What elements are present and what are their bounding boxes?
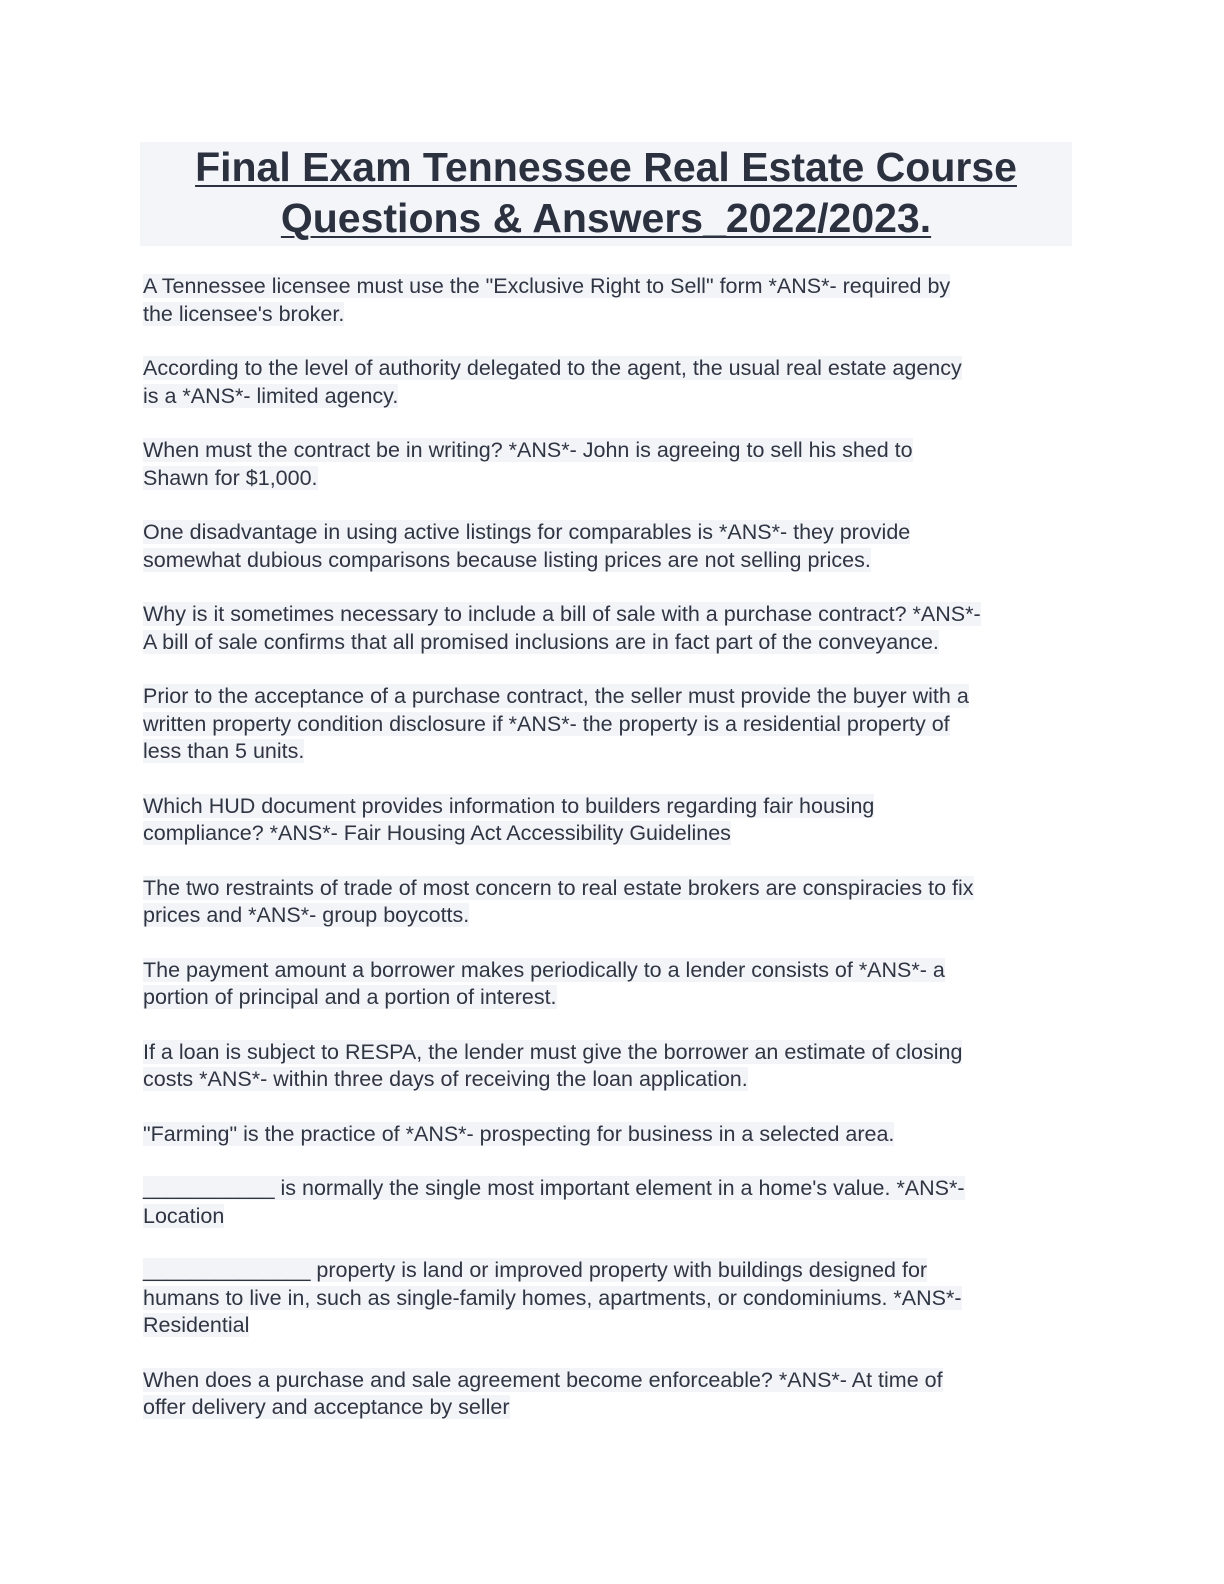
qa-line: Residential <box>143 1313 250 1337</box>
qa-item-9 <box>143 957 1083 1012</box>
qa-line: Shawn for $1,000. <box>143 465 318 490</box>
qa-item-6 <box>143 683 1083 766</box>
qa-item-11 <box>143 1121 1083 1149</box>
qa-line: costs *ANS*- within three days of receiving the loan application. <box>143 1067 748 1091</box>
qa-line: A bill of sale confirms that all promised inclusions are in fact part of the conveyance. <box>143 629 939 654</box>
qa-line: the licensee's broker. <box>143 301 345 326</box>
document-title <box>140 142 1072 246</box>
qa-line: The two restraints of trade of most concern to real estate brokers are conspiracies to fix <box>143 875 974 900</box>
qa-item-2 <box>143 355 1083 410</box>
qa-line: prices and *ANS*- group boycotts. <box>143 903 470 927</box>
qa-line: somewhat dubious comparisons because listing prices are not selling prices. <box>143 547 871 572</box>
qa-line: ___________ is normally the single most important element in a home's value. *ANS*- <box>143 1176 965 1200</box>
qa-line: The payment amount a borrower makes periodically to a lender consists of *ANS*- a <box>143 957 945 982</box>
qa-line: ______________ property is land or improved property with buildings designed for <box>143 1258 928 1282</box>
title-line-2: Questions & Answers_2022/2023. <box>280 195 932 241</box>
qa-line: A Tennessee licensee must use the "Exclusive Right to Sell" form *ANS*- required by <box>143 274 951 298</box>
qa-item-13 <box>143 1257 1083 1340</box>
qa-line: humans to live in, such as single-family homes, apartments, or condominiums. *ANS*- <box>143 1285 962 1310</box>
qa-line: If a loan is subject to RESPA, the lender must give the borrower an estimate of closing <box>143 1039 963 1064</box>
qa-line: written property condition disclosure if *ANS*- the property is a residential property of <box>143 711 950 736</box>
qa-line: portion of principal and a portion of interest. <box>143 985 557 1009</box>
qa-line: compliance? *ANS*- Fair Housing Act Accessibility Guidelines <box>143 821 731 845</box>
title-line-1: Final Exam Tennessee Real Estate Course <box>195 144 1017 190</box>
qa-line: offer delivery and acceptance by seller <box>143 1395 510 1419</box>
qa-line: Why is it sometimes necessary to include a bill of sale with a purchase contract? *ANS*- <box>143 602 981 626</box>
qa-item-14 <box>143 1367 1083 1422</box>
qa-line: One disadvantage in using active listings for comparables is *ANS*- they provide <box>143 520 911 544</box>
qa-line: is a *ANS*- limited agency. <box>143 383 399 408</box>
qa-line: According to the level of authority delegated to the agent, the usual real estate agency <box>143 356 962 380</box>
qa-list <box>143 273 1083 1449</box>
qa-item-12 <box>143 1175 1083 1230</box>
qa-item-3 <box>143 437 1083 492</box>
qa-item-4 <box>143 519 1083 574</box>
qa-item-5 <box>143 601 1083 656</box>
qa-item-1 <box>143 273 1083 328</box>
qa-line: "Farming" is the practice of *ANS*- prospecting for business in a selected area. <box>143 1121 895 1146</box>
qa-line: Location <box>143 1203 225 1228</box>
qa-line: Which HUD document provides information to builders regarding fair housing <box>143 793 875 818</box>
qa-item-10 <box>143 1039 1083 1094</box>
qa-item-7 <box>143 793 1083 848</box>
qa-line: When must the contract be in writing? *ANS*- John is agreeing to sell his shed to <box>143 438 913 462</box>
qa-item-8 <box>143 875 1083 930</box>
qa-line: When does a purchase and sale agreement become enforceable? *ANS*- At time of <box>143 1367 943 1392</box>
qa-line: Prior to the acceptance of a purchase contract, the seller must provide the buyer with a <box>143 684 969 708</box>
qa-line: less than 5 units. <box>143 739 305 763</box>
